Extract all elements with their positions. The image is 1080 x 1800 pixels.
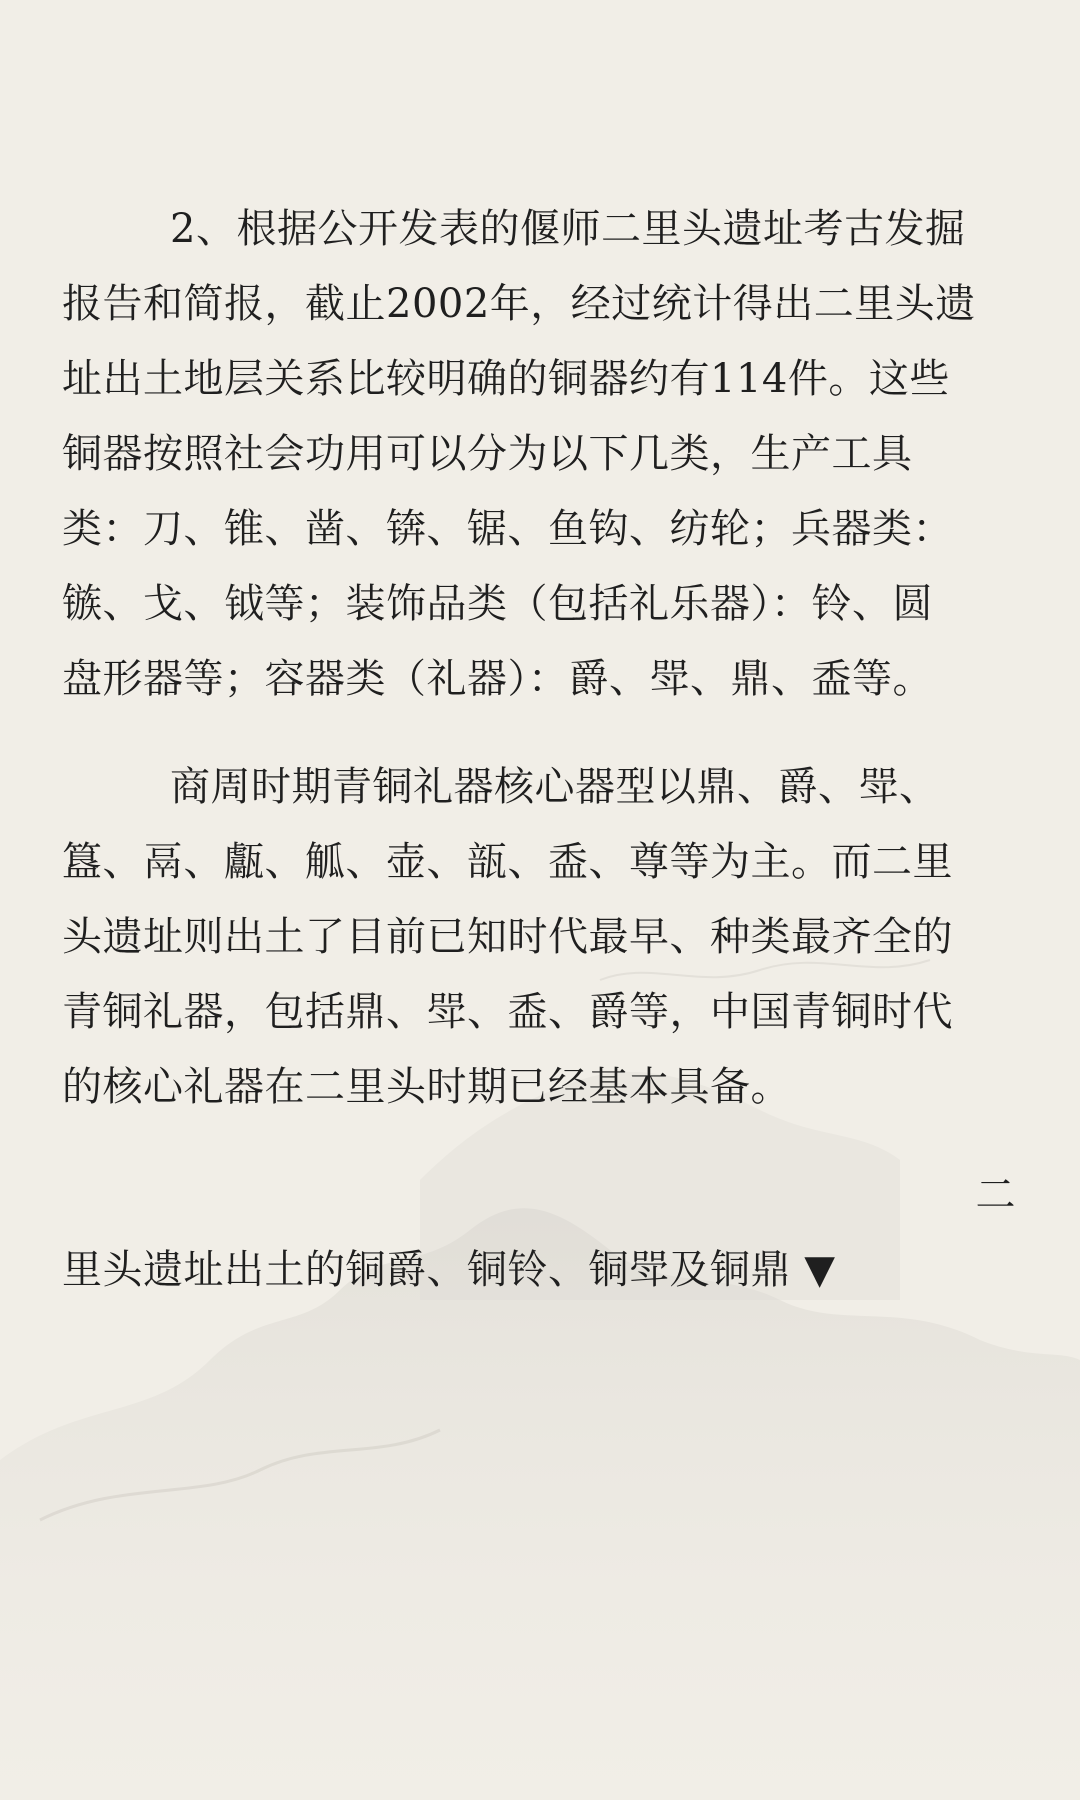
- text-line: 2、根据公开发表的偃师二里头遗址考古发掘: [170, 206, 966, 252]
- text-line: 的核心礼器在二里头时期已经基本具备。: [62, 1064, 791, 1110]
- caption-line-2: 里头遗址出土的铜爵、铜铃、铜斝及铜鼎 ▼: [62, 1247, 836, 1293]
- image-caption: [62, 1158, 1024, 1308]
- text-line: 铜器按照社会功用可以分为以下几类，生产工具: [62, 431, 913, 477]
- caption-line-1: 二: [975, 1172, 1016, 1218]
- text-line: 头遗址则出土了目前已知时代最早、种类最齐全的: [62, 914, 953, 960]
- text-line: 镞、戈、钺等；装饰品类（包括礼乐器）：铃、圆: [62, 581, 933, 627]
- text-line: 商周时期青铜礼器核心器型以鼎、爵、斝、: [170, 764, 940, 810]
- text-line: 报告和简报，截止2002年，经过统计得出二里头遗: [62, 281, 976, 327]
- text-line: 青铜礼器，包括鼎、斝、盉、爵等，中国青铜时代: [62, 989, 953, 1035]
- article-body: [62, 192, 1024, 1308]
- text-line: 址出土地层关系比较明确的铜器约有114件。这些: [62, 356, 950, 402]
- text-line: 簋、鬲、甗、觚、壶、瓿、盉、尊等为主。而二里: [62, 839, 953, 885]
- text-line: 盘形器等；容器类（礼器）：爵、斝、鼎、盉等。: [62, 656, 933, 702]
- paragraph-1: [62, 192, 1024, 717]
- text-line: 类：刀、锥、凿、锛、锯、鱼钩、纺轮；兵器类：: [62, 506, 953, 552]
- paragraph-2: [62, 750, 1024, 1125]
